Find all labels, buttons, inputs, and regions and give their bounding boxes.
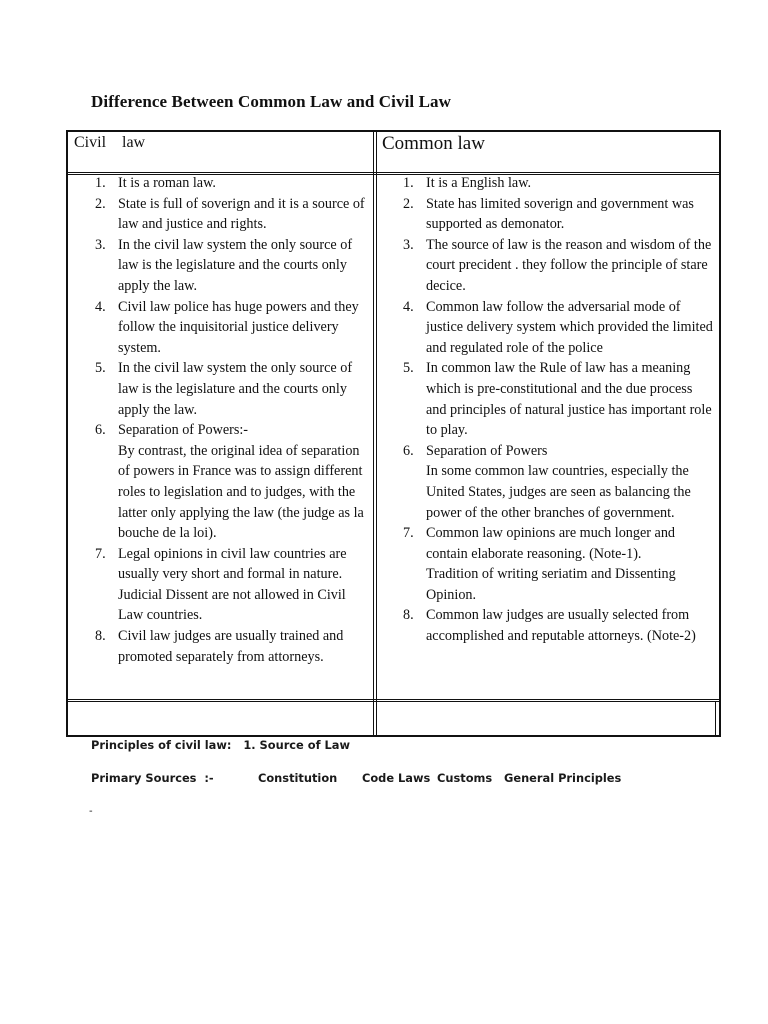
list-item: 4. Common law follow the adversarial mode of justice delivery system which provided the limited and regulated role of the police	[403, 298, 713, 356]
source-customs: Customs	[437, 771, 493, 785]
table-border-right	[719, 130, 721, 737]
list-item: 6. Separation of Powers:- By contrast, the original idea of separation of powers in France was to assign different roles to legislation and to judges, with the latter only applying the law (the judge as la bouche de la loi).	[95, 422, 364, 542]
list-item: 7. Common law opinions are much longer and contain elaborate reasoning. (Note-1). Tradition of writing seriatim and Dissenting Opinion.	[403, 525, 676, 603]
principles-of-civil-law: Principles of civil law: 1. Source of Law	[91, 738, 350, 752]
common-law-list	[403, 173, 715, 647]
source-code-laws: Code Laws	[362, 771, 431, 785]
footer-row-divider	[715, 701, 716, 736]
table-border-top	[66, 130, 721, 132]
list-item: 5. In common law the Rule of law has a meaning which is pre-constitutional and the due process and principles of natural justice has important role to play.	[403, 360, 712, 439]
list-item: 3. In the civil law system the only source of law is the legislature and the courts only apply the law.	[95, 236, 353, 294]
page-title: Difference Between Common Law and Civil Law	[91, 92, 452, 111]
list-item: 8. Civil law judges are usually trained and promoted separately from attorneys.	[95, 628, 344, 665]
comparison-table	[66, 130, 721, 737]
civil-law-header: Civil law	[74, 134, 146, 151]
list-item: 1. It is a roman law.	[95, 175, 216, 191]
footer-row-separator-2	[66, 701, 721, 702]
column-divider-left	[373, 130, 374, 737]
civil-law-list	[95, 173, 370, 667]
table-border-bottom	[66, 735, 721, 737]
list-item: 8. Common law judges are usually selected from accomplished and reputable attorneys. (Note-2)	[403, 607, 696, 645]
list-item: 7. Legal opinions in civil law countries are usually very short and formal in nature. Judicial Dissent are not allowed in Civil Law countries.	[95, 545, 347, 624]
list-item: 2. State has limited soverign and government was supported as demonator.	[403, 195, 694, 233]
list-item: 4. Civil law police has huge powers and they follow the inquisitorial justice delivery system.	[95, 298, 359, 356]
source-constitution: Constitution	[258, 771, 338, 785]
list-item: 1. It is a English law.	[403, 175, 532, 191]
common-law-header: Common law	[382, 133, 485, 154]
list-item: 6. Separation of Powers In some common law countries, especially the United States, judges are seen as balancing the power of the other branches of government.	[403, 442, 691, 521]
list-item: 2. State is full of soverign and it is a source of law and justice and rights.	[95, 195, 365, 233]
footer-row-separator	[66, 699, 721, 700]
list-item: 3. The source of law is the reason and wisdom of the court precident . they follow the principle of stare decice.	[403, 236, 712, 294]
source-general-principles: General Principles	[504, 771, 622, 785]
primary-sources-label: Primary Sources :-	[91, 771, 214, 785]
table-border-left	[66, 130, 68, 737]
trailing-mark: -	[89, 806, 93, 817]
list-item: 5. In the civil law system the only source of law is the legislature and the courts only apply the law.	[95, 360, 353, 418]
column-divider-right	[376, 130, 377, 737]
